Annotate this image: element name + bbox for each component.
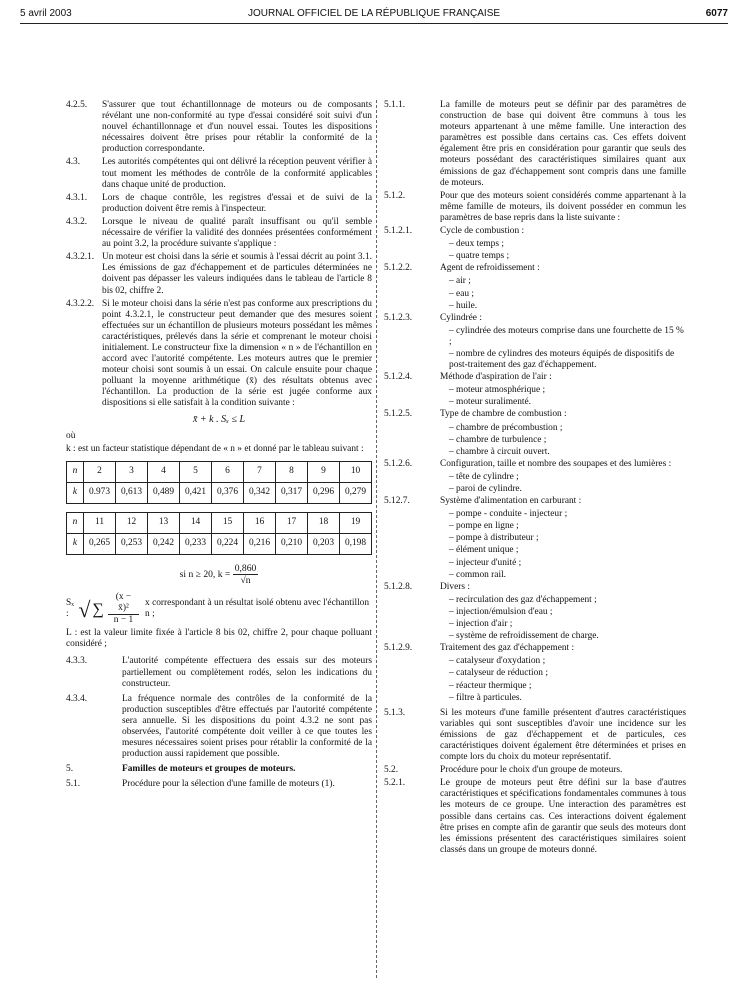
sx-definition [66,592,372,626]
table-cell: 15 [212,512,244,533]
list-item: – air ; [449,276,471,287]
table-cell: 12 [116,512,148,533]
list-item: – filtre à particules. [449,692,522,703]
section-number: 5.1.3. [384,707,406,718]
list-cooling [384,276,686,311]
table-cell: 0,242 [148,533,180,554]
table-cell: 0,342 [244,482,276,503]
section-number: 4.3. [66,157,81,168]
list-item: – catalyseur d'oxydation ; [449,656,546,667]
sqrt-icon: √ [78,596,91,622]
list-misc [384,595,686,642]
list-item: – chambre à circuit ouvert. [449,446,550,457]
sigma-icon: ∑ [92,600,104,618]
table-cell: 16 [244,512,276,533]
section-heading: Familles de moteurs et groupes de moteurs. [122,764,296,775]
header-date: 5 avril 2003 [20,8,72,19]
table-cell: 8 [276,461,308,482]
list-item: – tête de cylindre ; [449,471,519,482]
section-text: Lors de chaque contrôle, les registres d'essai et de suivi de la production doivent être remis à l'inspecteur. [102,192,372,214]
section-number: 4.2.5. [66,100,88,110]
section-5-1-3 [384,708,686,763]
section-5-1-2-2 [384,263,686,274]
section-number: 5.1.2.2. [384,263,413,274]
section-text: Cycle de combustion : [440,226,525,237]
list-item: – chambre de turbulence ; [449,434,547,445]
section-5-1-2-9 [384,643,686,654]
section-number: 5.2. [384,765,399,776]
section-text: Agent de refroidissement : [440,263,540,274]
k-fraction [233,563,259,586]
k-factor-table-2 [66,512,372,555]
list-item: – chambre de précombustion ; [449,422,563,433]
list-item: – réacteur thermique ; [449,680,532,691]
list-item: – pompe à distributeur ; [449,533,539,544]
k-factor-table-1 [66,461,372,504]
header-title: JOURNAL OFFICIEL DE LA RÉPUBLIQUE FRANÇAISE [247,8,501,19]
section-number: 5.1.2.6. [384,458,413,469]
table-cell: 0,279 [340,482,372,503]
section-number: 5.1.2.5. [384,409,413,420]
table-row [67,533,372,554]
list-item: – nombre de cylindres des moteurs équipés de dispositifs de post-traitement des gaz d'échappement. [449,348,675,371]
table-cell: 0,198 [340,533,372,554]
list-item: – injecteur d'unité ; [449,557,522,568]
section-number: 4.3.3. [66,656,88,667]
table-cell: 5 [180,461,212,482]
section-5-1 [66,779,372,790]
section-text: Système d'alimentation en carburant : [440,496,582,507]
section-text: Divers : [440,581,470,592]
fraction-numerator: 0,860 [234,562,257,574]
list-item: – système de refroidissement de charge. [449,631,599,642]
table-cell: 19 [340,512,372,533]
section-4-3-2-1 [66,252,372,296]
section-text: L'autorité compétente effectuera des essais sur des moteurs partiellement ou complètement rodés, selon les indications du constructeur. [122,656,372,689]
list-item: – quatre temps ; [449,251,510,262]
section-number: 5.1.2.1. [384,226,413,237]
fraction-denominator: √n [240,574,251,586]
section-number: 5.1.2. [384,190,406,201]
list-cycle [384,239,686,262]
section-text: Lorsque le niveau de qualité paraît insuffisant ou qu'il semble nécessaire de vérifier la validité des données présentées conformément au point 3.2, la procédure suivante s'applique : [102,216,372,250]
section-4-3-2 [66,217,372,250]
table-row [67,512,372,533]
section-text: La famille de moteurs peut se définir par des paramètres de construction de base qui doivent être communs à tous les moteurs appartenant à une même famille. Une interaction des paramètres est possible dans certains cas. Ces effets doivent également être pris en considération pour garantir que seuls des moteurs possédant des caractéristiques similaires quant aux émissions de gaz d'échappement sont compris dans une famille de moteurs. [440,100,686,188]
list-item: – eau ; [449,288,474,299]
list-item: – cylindrée des moteurs comprise dans une fourchette de 15 % ; [449,325,684,347]
section-number: 5.1.2.9. [384,643,413,654]
table-cell: 0,203 [308,533,340,554]
list-aspiration [384,385,686,408]
list-item: – catalyseur de réduction ; [449,668,548,679]
section-4-3-2-2 [66,299,372,410]
section-5-1-1 [384,100,686,189]
table-cell: 0,233 [180,533,212,554]
table-cell: 4 [148,461,180,482]
list-item: – deux temps ; [449,239,504,250]
list-valves [384,472,686,495]
section-text: Si le moteur choisi dans la série n'est pas conforme aux prescriptions du point 4.3.2.1, le constructeur peut demander que des mesures soient effectuées sur un échantillon de plusieurs moteurs possédant les mêmes caractéristiques, prélevés dans la série et comprenant le moteur choisi initialement. Le constructeur fixe la dimension « n » de l'échantillon en accord avec l'autorité compétente. Les moteurs autres que le premier moteur choisi sont soumis à un essai. On calcule ensuite pour chaque polluant la moyenne arithmétique (x̄) des résultats obtenus avec l'échantillon. La production de la série est jugée conforme aux dispositions si elle satisfait à la condition suivante : [102,298,372,409]
section-number: 5.12.7. [384,496,410,507]
condition-prefix: si n ≥ 20, k = [179,568,231,580]
table-cell: 3 [116,461,148,482]
section-5-1-2-3 [384,313,686,324]
section-4-2-5 [66,100,372,155]
table-row [67,461,372,482]
list-item: – huile. [449,300,478,311]
conformity-formula: x̄ + k . Sₓ ≤ L [192,413,246,425]
table-cell: 10 [340,461,372,482]
section-number: 5. [66,764,74,775]
section-5-1-2-4 [384,372,686,383]
page-header [20,6,728,24]
list-displacement [384,326,686,371]
table-cell: k [67,482,84,503]
section-5 [66,764,372,775]
section-text: Procédure pour le choix d'un groupe de moteurs. [440,765,623,776]
table-cell: 0,421 [180,482,212,503]
table-cell: k [67,533,84,554]
table-row [67,482,372,503]
list-chamber [384,423,686,458]
table-cell: 13 [148,512,180,533]
section-text: Type de chambre de combustion : [440,409,567,420]
section-number: 5.1.1. [384,100,406,110]
section-text: Si les moteurs d'une famille présentent d'autres caractéristiques variables qui sont susceptibles d'avoir une incidence sur les émissions de gaz d'échappement et de particules, ces caractéristiques doivent également être déterminées et prises en compte lors du choix du moteur représentatif. [440,707,686,763]
list-exhaust-treatment [384,656,686,703]
table-cell: 0,613 [116,482,148,503]
table-cell: 0,216 [244,533,276,554]
list-item: – pompe - conduite - injecteur ; [449,509,568,520]
ou-label: où [66,430,76,441]
list-item: – recirculation des gaz d'échappement ; [449,594,597,605]
fraction-numerator: (x − x̄)² [108,592,139,615]
table-cell: 0,317 [276,482,308,503]
table-cell: 11 [84,512,116,533]
section-4-3-3 [66,656,372,689]
list-item: – moteur suralimenté. [449,397,532,408]
section-text: Traitement des gaz d'échappement : [440,643,575,654]
table-cell: 18 [308,512,340,533]
right-column [384,100,686,858]
section-text: Configuration, taille et nombre des soupapes et des lumières : [440,458,672,469]
section-5-1-2-7 [384,496,686,507]
n-threshold-condition [66,563,372,586]
section-5-1-2-6 [384,459,686,470]
table-cell: 0,210 [276,533,308,554]
fraction-denominator: n − 1 [113,615,134,626]
table-cell: n [67,461,84,482]
section-number: 5.2.1. [384,778,406,789]
table-cell: 0,296 [308,482,340,503]
list-item: – injection d'air ; [449,619,513,630]
section-4-3 [66,157,372,190]
section-5-2-1 [384,778,686,856]
table-cell: 9 [308,461,340,482]
table-cell: 0,489 [148,482,180,503]
section-number: 5.1. [66,779,81,790]
table-cell: 2 [84,461,116,482]
list-item: – élément unique ; [449,545,519,556]
section-4-3-1 [66,193,372,215]
list-item: – moteur atmosphérique ; [449,385,546,396]
list-item: – pompe en ligne ; [449,521,519,532]
section-number: 5.1.2.3. [384,312,413,323]
section-text: Procédure pour la sélection d'une famille de moteurs (1). [122,779,335,790]
section-5-1-2-5 [384,409,686,420]
section-text: Méthode d'aspiration de l'air : [440,372,552,383]
l-definition: L : est la valeur limite fixée à l'article 8 bis 02, chiffre 2, pour chaque polluant considéré ; [66,628,372,650]
sx-text: x correspondant à un résultat isolé obtenu avec l'échantillon n ; [145,598,370,620]
table-cell: 0,253 [116,533,148,554]
sx-fraction [108,592,139,626]
header-rule [20,23,728,24]
section-5-1-2-1 [384,226,686,237]
table-cell: 0.973 [84,482,116,503]
section-5-1-2 [384,191,686,224]
table-cell: n [67,512,84,533]
list-item: – paroi de cylindre. [449,484,522,494]
left-column [66,100,372,793]
section-text: La fréquence normale des contrôles de la conformité de la production susceptibles d'être effectués par l'autorité compétente sera annuelle. Si les dispositions du point 4.3.2 ne sont pas observées, l'autorité compétente doit veiller à ce que toutes les mesures nécessaires soient prises pour rétablir la conformité de la production aussi rapidement que possible. [122,693,372,760]
table-cell: 17 [276,512,308,533]
section-number: 4.3.4. [66,693,88,704]
section-number: 4.3.1. [66,192,88,203]
table-cell: 0,224 [212,533,244,554]
section-number: 4.3.2.1. [66,252,95,263]
header-page-number: 6077 [705,8,728,19]
table-cell: 14 [180,512,212,533]
k-definition: k : est un facteur statistique dépendant de « n » et donné par le tableau suivant : [66,443,364,454]
section-text: Cylindrée : [440,312,482,323]
section-5-1-2-8 [384,582,686,593]
column-divider [376,100,377,978]
table-cell: 6 [212,461,244,482]
section-5-2 [384,765,686,776]
section-number: 4.3.2. [66,216,88,227]
section-4-3-4 [66,694,372,761]
section-text: Le groupe de moteurs peut être défini sur la base d'autres caractéristiques et spécifications fondamentales communes à tous les moteurs de ce groupe. Une interaction des paramètres est possible dans certains cas. Ces interactions doivent également être prises en compte afin de garantir que seuls des moteurs dont les émissions présentent des caractéristiques similaires soient classés dans un groupe de moteurs donné. [440,778,686,855]
section-text: Pour que des moteurs soient considérés comme appartenant à la même famille de moteurs, ils doivent posséder en commun les paramètres de base repris dans la liste suivante : [440,190,686,223]
section-text: Les autorités compétentes qui ont délivré la réception peuvent vérifier à tout moment les méthodes de contrôle de la conformité applicables dans chaque unité de production. [102,157,372,190]
table-cell: 7 [244,461,276,482]
list-fuel-system [384,509,686,581]
section-text: Un moteur est choisi dans la série et soumis à l'essai décrit au point 3.1. Les émissions de gaz d'échappement et de particules déterminées ne doivent pas dépasser les valeurs indiquées dans le tableau de l'article 8 bis 02, chiffre 2. [102,252,372,296]
section-text: S'assurer que tout échantillonnage de moteurs ou de composants révélant une non-conformité au type d'essai considéré soit suivi d'un nouvel échantillonnage et d'un nouvel essai. Toutes les dispositions nécessaires doivent être prises pour rétablir la conformité de la production correspondante. [102,100,372,155]
section-number: 5.1.2.4. [384,372,413,383]
section-number: 5.1.2.8. [384,581,413,592]
sx-label: Sₓ : [66,598,74,620]
list-item: – injection/émulsion d'eau ; [449,606,553,617]
table-cell: 0,376 [212,482,244,503]
table-cell: 0,265 [84,533,116,554]
list-item: – common rail. [449,569,507,580]
section-number: 4.3.2.2. [66,298,95,309]
